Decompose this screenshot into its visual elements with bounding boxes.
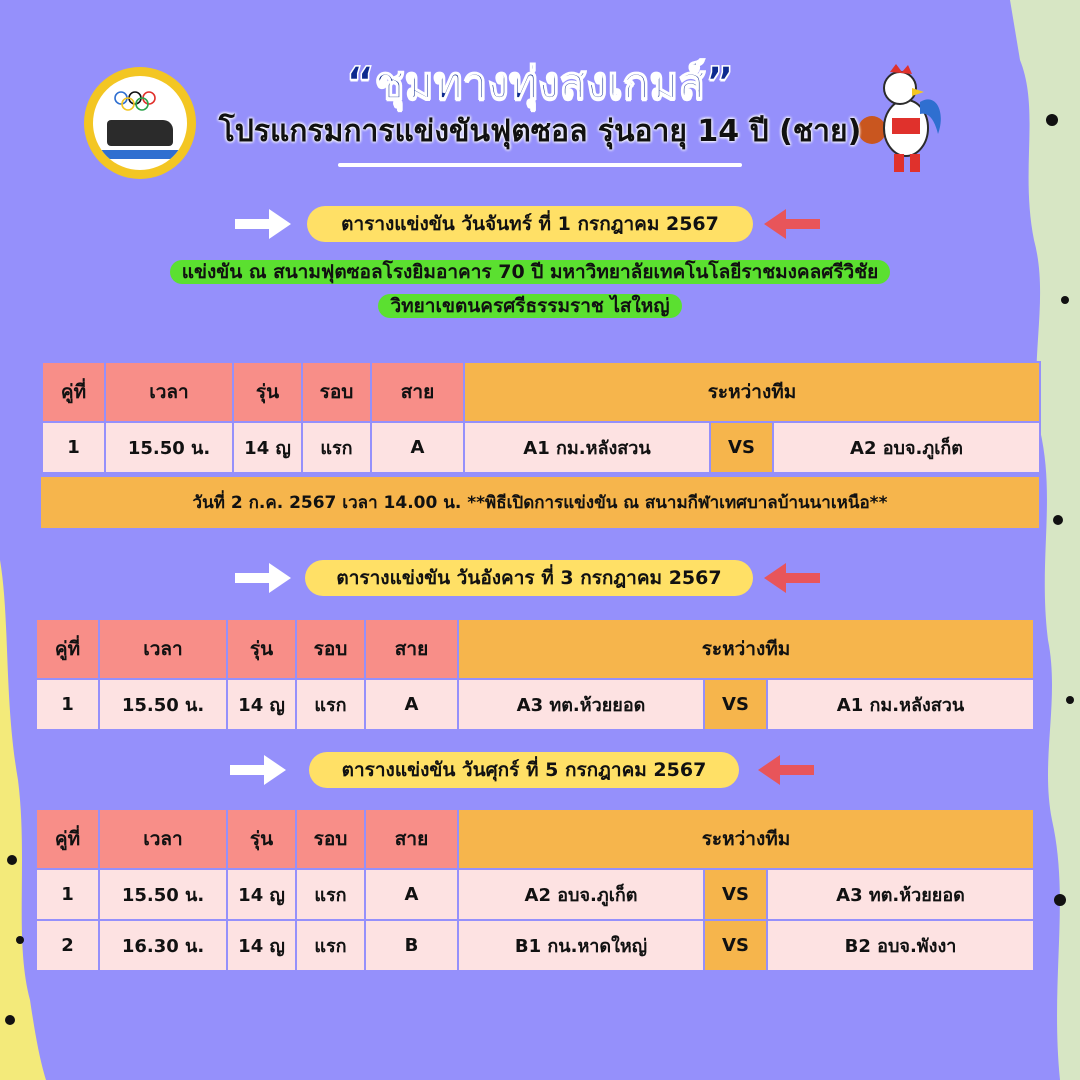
day1-schedule-table	[41, 361, 1041, 474]
logo-emblem	[93, 76, 187, 170]
team-2: B2 อบจ.พังงา	[767, 920, 1034, 971]
match-group: A	[371, 422, 464, 473]
match-no: 1	[42, 422, 105, 473]
match-no: 1	[36, 679, 99, 730]
page-subtitle: โปรแกรมการแข่งขันฟุตซอล รุ่นอายุ 14 ปี (ชาย)	[218, 114, 862, 149]
match-round: แรก	[296, 920, 365, 971]
day1-schedule-banner: ตารางแข่งขัน วันจันทร์ ที่ 1 กรกฎาคม 2567	[307, 206, 753, 242]
team-1: B1 กน.หาดใหญ่	[458, 920, 704, 971]
vs-label: VS	[704, 869, 767, 920]
col-header-time: เวลา	[105, 362, 233, 422]
col-header-class: รุ่น	[233, 362, 302, 422]
right-arrow-icon	[228, 753, 288, 787]
match-time: 15.50 น.	[99, 869, 227, 920]
table-header-row	[36, 809, 1034, 869]
match-round: แรก	[296, 679, 365, 730]
day3-schedule-table	[35, 808, 1035, 972]
page-title: “ชุมทางทุ่งสงเกมส์”	[345, 58, 735, 109]
col-header-teams: ระหว่างทีม	[458, 809, 1034, 869]
opening-ceremony-note: วันที่ 2 ก.ค. 2567 เวลา 14.00 น. **พิธีเปิดการแข่งขัน ณ สนามกีฬาเทศบาลบ้านนาเหนือ**	[41, 477, 1039, 528]
train-icon	[107, 120, 173, 146]
team-1: A2 อบจ.ภูเก็ต	[458, 869, 704, 920]
right-arrow-icon	[233, 561, 293, 595]
col-header-match-no: คู่ที่	[36, 619, 99, 679]
col-header-class: รุ่น	[227, 619, 296, 679]
left-arrow-icon	[762, 207, 822, 241]
table-row	[42, 422, 1040, 473]
table-header-row	[36, 619, 1034, 679]
col-header-match-no: คู่ที่	[36, 809, 99, 869]
col-header-match-no: คู่ที่	[42, 362, 105, 422]
col-header-teams: ระหว่างทีม	[458, 619, 1034, 679]
match-time: 16.30 น.	[99, 920, 227, 971]
vs-label: VS	[710, 422, 773, 473]
match-class: 14 ญ	[227, 679, 296, 730]
col-header-group: สาย	[371, 362, 464, 422]
col-header-time: เวลา	[99, 809, 227, 869]
team-2: A3 ทต.ห้วยยอด	[767, 869, 1034, 920]
match-group: B	[365, 920, 458, 971]
col-header-round: รอบ	[296, 619, 365, 679]
team-1: A1 กม.หลังสวน	[464, 422, 710, 473]
day2-schedule-banner: ตารางแข่งขัน วันอังคาร ที่ 3 กรกฎาคม 2567	[305, 560, 753, 596]
match-group: A	[365, 869, 458, 920]
match-round: แรก	[296, 869, 365, 920]
left-arrow-icon	[762, 561, 822, 595]
vs-label: VS	[704, 920, 767, 971]
day3-schedule-banner: ตารางแข่งขัน วันศุกร์ ที่ 5 กรกฎาคม 2567	[309, 752, 739, 788]
venue-text	[104, 255, 956, 327]
day2-schedule-table	[35, 618, 1035, 731]
match-class: 14 ญ	[227, 869, 296, 920]
match-no: 2	[36, 920, 99, 971]
olympic-rings-icon	[111, 90, 171, 112]
team-1: A3 ทต.ห้วยยอด	[458, 679, 704, 730]
title-underline	[338, 163, 742, 167]
event-logo	[84, 67, 196, 179]
logo-ribbon	[99, 150, 181, 159]
right-arrow-icon	[233, 207, 293, 241]
match-time: 15.50 น.	[99, 679, 227, 730]
table-row	[36, 679, 1034, 730]
table-header-row	[42, 362, 1040, 422]
col-header-time: เวลา	[99, 619, 227, 679]
match-time: 15.50 น.	[105, 422, 233, 473]
col-header-group: สาย	[365, 619, 458, 679]
col-header-round: รอบ	[296, 809, 365, 869]
match-group: A	[365, 679, 458, 730]
table-row	[36, 869, 1034, 920]
venue-line-2: วิทยาเขตนครศรีธรรมราช ไสใหญ่	[378, 294, 681, 318]
match-class: 14 ญ	[233, 422, 302, 473]
vs-label: VS	[704, 679, 767, 730]
col-header-class: รุ่น	[227, 809, 296, 869]
col-header-group: สาย	[365, 809, 458, 869]
col-header-round: รอบ	[302, 362, 371, 422]
team-2: A2 อบจ.ภูเก็ต	[773, 422, 1040, 473]
table-row	[36, 920, 1034, 971]
col-header-teams: ระหว่างทีม	[464, 362, 1040, 422]
left-arrow-icon	[756, 753, 816, 787]
match-class: 14 ญ	[227, 920, 296, 971]
team-2: A1 กม.หลังสวน	[767, 679, 1034, 730]
match-round: แรก	[302, 422, 371, 473]
match-no: 1	[36, 869, 99, 920]
venue-line-1: แข่งขัน ณ สนามฟุตซอลโรงยิมอาคาร 70 ปี มหาวิทยาลัยเทคโนโลยีราชมงคลศรีวิชัย	[170, 260, 891, 284]
